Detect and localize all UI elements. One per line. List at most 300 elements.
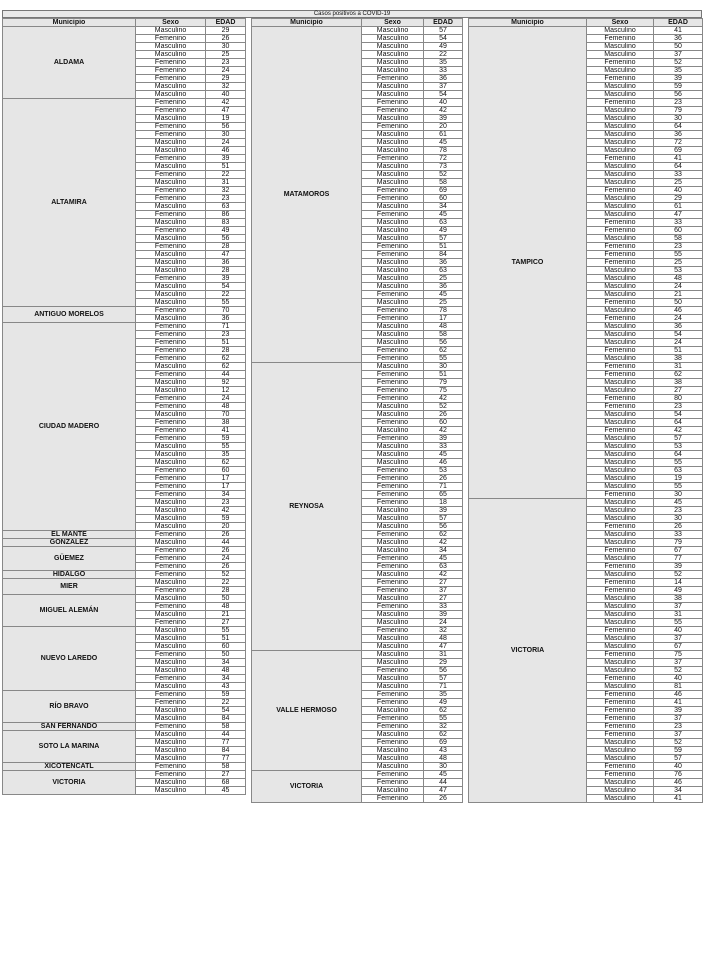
edad-cell: 24 [206,139,246,147]
sexo-cell: Femenino [136,395,206,403]
edad-cell: 54 [206,707,246,715]
edad-cell: 36 [654,323,703,331]
edad-cell: 52 [206,571,246,579]
sexo-cell: Femenino [136,355,206,363]
sexo-cell: Masculino [136,219,206,227]
sexo-cell: Masculino [362,299,424,307]
municipio-cell: SOTO LA MARINA [3,731,136,763]
sexo-cell: Femenino [587,243,654,251]
sexo-cell: Masculino [587,667,654,675]
edad-cell: 46 [654,691,703,699]
sexo-cell: Femenino [136,691,206,699]
sexo-cell: Masculino [362,403,424,411]
edad-cell: 62 [206,355,246,363]
header-municipio: Municipio [469,19,587,27]
sexo-cell: Femenino [362,795,424,803]
edad-cell: 73 [424,163,463,171]
sexo-cell: Masculino [587,619,654,627]
table-row [3,27,246,35]
sexo-cell: Masculino [136,43,206,51]
edad-cell: 30 [424,763,463,771]
sexo-cell: Masculino [587,659,654,667]
sexo-cell: Masculino [136,635,206,643]
sexo-cell: Masculino [362,275,424,283]
sexo-cell: Masculino [587,755,654,763]
edad-cell: 45 [424,771,463,779]
municipio-cell: CIUDAD MADERO [3,323,136,531]
edad-cell: 33 [654,171,703,179]
sexo-cell: Femenino [362,379,424,387]
sexo-cell: Masculino [136,51,206,59]
edad-cell: 17 [206,483,246,491]
edad-cell: 59 [654,83,703,91]
sexo-cell: Masculino [362,427,424,435]
sexo-cell: Masculino [587,27,654,35]
sexo-cell: Masculino [587,643,654,651]
sexo-cell: Masculino [136,235,206,243]
edad-cell: 26 [424,795,463,803]
edad-cell: 70 [206,307,246,315]
edad-cell: 59 [654,747,703,755]
edad-cell: 33 [654,219,703,227]
sexo-cell: Femenino [136,323,206,331]
sexo-cell: Femenino [362,355,424,363]
edad-cell: 68 [206,779,246,787]
sexo-cell: Masculino [136,411,206,419]
sexo-cell: Masculino [136,139,206,147]
edad-cell: 39 [424,435,463,443]
sexo-cell: Masculino [587,515,654,523]
sexo-cell: Masculino [587,507,654,515]
edad-cell: 34 [206,491,246,499]
edad-cell: 38 [654,355,703,363]
sexo-cell: Masculino [362,459,424,467]
edad-cell: 60 [206,467,246,475]
edad-cell: 24 [424,619,463,627]
sexo-cell: Masculino [587,323,654,331]
edad-cell: 25 [654,179,703,187]
edad-cell: 63 [424,267,463,275]
edad-cell: 62 [424,707,463,715]
edad-cell: 42 [206,507,246,515]
sexo-cell: Masculino [587,635,654,643]
table-body [469,27,703,803]
sexo-cell: Masculino [136,643,206,651]
sexo-cell: Masculino [362,59,424,67]
edad-cell: 57 [424,675,463,683]
sexo-cell: Femenino [362,579,424,587]
sexo-cell: Masculino [587,43,654,51]
table-header-row [3,19,246,27]
sexo-cell: Femenino [362,371,424,379]
sexo-cell: Masculino [136,627,206,635]
sexo-cell: Masculino [587,115,654,123]
edad-cell: 23 [654,243,703,251]
edad-cell: 26 [206,35,246,43]
municipio-cell: RÍO BRAVO [3,691,136,723]
edad-cell: 28 [206,347,246,355]
edad-cell: 14 [654,579,703,587]
sexo-cell: Femenino [136,603,206,611]
sexo-cell: Femenino [587,99,654,107]
sexo-cell: Masculino [587,475,654,483]
edad-cell: 41 [206,427,246,435]
municipio-cell: VICTORIA [469,499,587,803]
sexo-cell: Femenino [587,627,654,635]
sexo-cell: Masculino [362,643,424,651]
edad-cell: 37 [654,715,703,723]
edad-cell: 58 [654,235,703,243]
sexo-cell: Masculino [587,275,654,283]
sexo-cell: Masculino [362,707,424,715]
edad-cell: 48 [206,403,246,411]
edad-cell: 86 [206,211,246,219]
edad-cell: 17 [206,475,246,483]
edad-cell: 60 [654,227,703,235]
edad-cell: 47 [424,787,463,795]
edad-cell: 45 [424,451,463,459]
edad-cell: 31 [206,179,246,187]
table-row [3,539,246,547]
edad-cell: 77 [654,555,703,563]
sexo-cell: Femenino [362,467,424,475]
edad-cell: 29 [654,195,703,203]
sexo-cell: Masculino [587,499,654,507]
edad-cell: 26 [206,531,246,539]
edad-cell: 23 [206,499,246,507]
table-body [3,27,246,795]
sexo-cell: Femenino [136,419,206,427]
header-edad: EDAD [206,19,246,27]
sexo-cell: Femenino [587,563,654,571]
edad-cell: 17 [424,315,463,323]
sexo-cell: Masculino [362,571,424,579]
sexo-cell: Masculino [587,331,654,339]
sexo-cell: Masculino [587,603,654,611]
edad-cell: 46 [206,147,246,155]
edad-cell: 33 [424,443,463,451]
edad-cell: 23 [654,403,703,411]
sexo-cell: Masculino [587,611,654,619]
edad-cell: 35 [654,67,703,75]
header-sexo: Sexo [362,19,424,27]
sexo-cell: Femenino [587,187,654,195]
edad-cell: 84 [424,251,463,259]
sexo-cell: Femenino [587,347,654,355]
sexo-cell: Femenino [362,691,424,699]
sexo-cell: Masculino [136,731,206,739]
edad-cell: 59 [206,515,246,523]
edad-cell: 71 [424,683,463,691]
edad-cell: 64 [654,163,703,171]
edad-cell: 42 [424,427,463,435]
edad-cell: 45 [424,139,463,147]
sexo-cell: Femenino [587,363,654,371]
edad-cell: 27 [424,595,463,603]
sexo-cell: Masculino [587,539,654,547]
edad-cell: 77 [206,739,246,747]
edad-cell: 62 [424,347,463,355]
sexo-cell: Femenino [587,715,654,723]
edad-cell: 44 [206,371,246,379]
sexo-cell: Femenino [362,155,424,163]
edad-cell: 22 [206,171,246,179]
edad-cell: 26 [424,411,463,419]
sexo-cell: Masculino [587,411,654,419]
sexo-cell: Femenino [362,435,424,443]
edad-cell: 34 [424,203,463,211]
edad-cell: 29 [206,27,246,35]
sexo-cell: Masculino [136,267,206,275]
edad-cell: 22 [206,291,246,299]
edad-cell: 79 [424,379,463,387]
table-row [3,723,246,731]
sexo-cell: Femenino [587,299,654,307]
sexo-cell: Femenino [362,667,424,675]
edad-cell: 30 [654,491,703,499]
edad-cell: 29 [424,659,463,667]
sexo-cell: Masculino [136,539,206,547]
sexo-cell: Masculino [587,67,654,75]
sexo-cell: Femenino [136,131,206,139]
edad-cell: 47 [424,643,463,651]
edad-cell: 58 [206,723,246,731]
edad-cell: 34 [654,787,703,795]
sexo-cell: Femenino [136,723,206,731]
sexo-cell: Femenino [362,563,424,571]
sexo-cell: Femenino [136,483,206,491]
sexo-cell: Masculino [136,363,206,371]
edad-cell: 34 [206,659,246,667]
sexo-cell: Masculino [362,507,424,515]
edad-cell: 70 [206,411,246,419]
edad-cell: 27 [206,619,246,627]
edad-cell: 60 [424,195,463,203]
edad-cell: 47 [206,107,246,115]
edad-cell: 61 [654,203,703,211]
sexo-cell: Masculino [136,523,206,531]
edad-cell: 69 [654,147,703,155]
sexo-cell: Femenino [587,35,654,43]
sexo-cell: Masculino [136,91,206,99]
edad-cell: 34 [424,547,463,555]
municipio-cell: TAMPICO [469,27,587,499]
sexo-cell: Masculino [362,171,424,179]
edad-cell: 55 [654,483,703,491]
edad-cell: 35 [424,691,463,699]
sexo-cell: Masculino [587,139,654,147]
edad-cell: 45 [654,499,703,507]
sexo-cell: Femenino [136,475,206,483]
edad-cell: 52 [654,667,703,675]
sexo-cell: Femenino [136,563,206,571]
edad-cell: 62 [206,459,246,467]
table-row [3,307,246,315]
sexo-cell: Masculino [587,419,654,427]
sexo-cell: Masculino [136,515,206,523]
sexo-cell: Masculino [362,219,424,227]
table-row [3,771,246,779]
sexo-cell: Masculino [587,179,654,187]
edad-cell: 47 [654,211,703,219]
header-edad: EDAD [424,19,463,27]
sexo-cell: Femenino [136,771,206,779]
edad-cell: 52 [654,571,703,579]
sexo-cell: Femenino [136,307,206,315]
edad-cell: 53 [654,443,703,451]
edad-cell: 52 [654,59,703,67]
municipio-cell: EL MANTE [3,531,136,539]
sexo-cell: Femenino [362,475,424,483]
municipio-cell: VICTORIA [252,771,362,803]
sexo-cell: Masculino [362,323,424,331]
edad-cell: 32 [424,627,463,635]
sexo-cell: Femenino [136,675,206,683]
sexo-cell: Masculino [587,739,654,747]
edad-cell: 47 [206,251,246,259]
sexo-cell: Femenino [587,155,654,163]
edad-cell: 31 [424,651,463,659]
edad-cell: 56 [424,523,463,531]
sexo-cell: Femenino [136,435,206,443]
edad-cell: 33 [424,67,463,75]
sexo-cell: Femenino [587,579,654,587]
edad-cell: 25 [424,299,463,307]
edad-cell: 42 [424,571,463,579]
sexo-cell: Masculino [362,731,424,739]
sexo-cell: Femenino [362,627,424,635]
sexo-cell: Masculino [587,451,654,459]
edad-cell: 41 [654,795,703,803]
sexo-cell: Masculino [587,123,654,131]
sexo-cell: Masculino [136,611,206,619]
edad-cell: 71 [206,323,246,331]
edad-cell: 59 [206,435,246,443]
edad-cell: 62 [654,371,703,379]
edad-cell: 27 [206,771,246,779]
sexo-cell: Masculino [362,203,424,211]
edad-cell: 77 [206,755,246,763]
edad-cell: 42 [206,99,246,107]
edad-cell: 54 [654,331,703,339]
sexo-cell: Femenino [136,555,206,563]
sexo-cell: Femenino [136,699,206,707]
sexo-cell: Masculino [136,747,206,755]
table-row [469,499,703,507]
municipio-cell: NUEVO LAREDO [3,627,136,691]
sexo-cell: Femenino [136,195,206,203]
edad-cell: 28 [206,267,246,275]
edad-cell: 38 [206,419,246,427]
sexo-cell: Masculino [136,451,206,459]
edad-cell: 56 [424,339,463,347]
edad-cell: 24 [654,283,703,291]
sexo-cell: Masculino [136,755,206,763]
edad-cell: 37 [424,83,463,91]
edad-cell: 39 [654,75,703,83]
edad-cell: 19 [654,475,703,483]
edad-cell: 46 [424,459,463,467]
edad-cell: 40 [206,91,246,99]
edad-cell: 55 [206,443,246,451]
edad-cell: 63 [424,563,463,571]
edad-cell: 55 [424,355,463,363]
header-municipio: Municipio [3,19,136,27]
table-row [3,763,246,771]
sexo-cell: Masculino [136,163,206,171]
sexo-cell: Masculino [362,259,424,267]
edad-cell: 42 [424,107,463,115]
edad-cell: 56 [206,235,246,243]
sexo-cell: Masculino [362,267,424,275]
sexo-cell: Femenino [136,59,206,67]
edad-cell: 36 [424,259,463,267]
sexo-cell: Femenino [136,763,206,771]
edad-cell: 12 [206,387,246,395]
sexo-cell: Femenino [362,243,424,251]
edad-cell: 83 [206,219,246,227]
sexo-cell: Femenino [136,427,206,435]
table-row [3,627,246,635]
edad-cell: 43 [206,683,246,691]
sexo-cell: Masculino [362,283,424,291]
sexo-cell: Masculino [362,35,424,43]
edad-cell: 28 [206,587,246,595]
edad-cell: 22 [206,579,246,587]
edad-cell: 38 [654,379,703,387]
sexo-cell: Masculino [587,83,654,91]
edad-cell: 67 [654,643,703,651]
sexo-cell: Femenino [587,227,654,235]
sexo-cell: Femenino [362,251,424,259]
edad-cell: 23 [206,331,246,339]
edad-cell: 40 [654,627,703,635]
sexo-cell: Femenino [136,99,206,107]
sexo-cell: Masculino [362,51,424,59]
table-row [252,363,463,371]
edad-cell: 36 [206,259,246,267]
sexo-cell: Femenino [136,123,206,131]
sexo-cell: Masculino [587,107,654,115]
edad-cell: 30 [206,131,246,139]
edad-cell: 57 [654,435,703,443]
cases-table [2,18,246,795]
edad-cell: 81 [654,683,703,691]
sexo-cell: Femenino [136,467,206,475]
edad-cell: 49 [654,587,703,595]
edad-cell: 24 [654,339,703,347]
edad-cell: 22 [424,51,463,59]
edad-cell: 63 [206,203,246,211]
sexo-cell: Masculino [587,387,654,395]
edad-cell: 31 [654,611,703,619]
sexo-cell: Masculino [362,611,424,619]
edad-cell: 84 [206,715,246,723]
sexo-cell: Femenino [136,67,206,75]
sexo-cell: Masculino [362,339,424,347]
municipio-cell: SAN FERNANDO [3,723,136,731]
edad-cell: 48 [654,275,703,283]
sexo-cell: Masculino [362,235,424,243]
sexo-cell: Femenino [136,331,206,339]
municipio-cell: ALTAMIRA [3,99,136,307]
sexo-cell: Masculino [136,147,206,155]
edad-cell: 23 [654,507,703,515]
sexo-cell: Masculino [587,531,654,539]
edad-cell: 32 [424,723,463,731]
column-3 [468,18,702,803]
edad-cell: 32 [206,187,246,195]
